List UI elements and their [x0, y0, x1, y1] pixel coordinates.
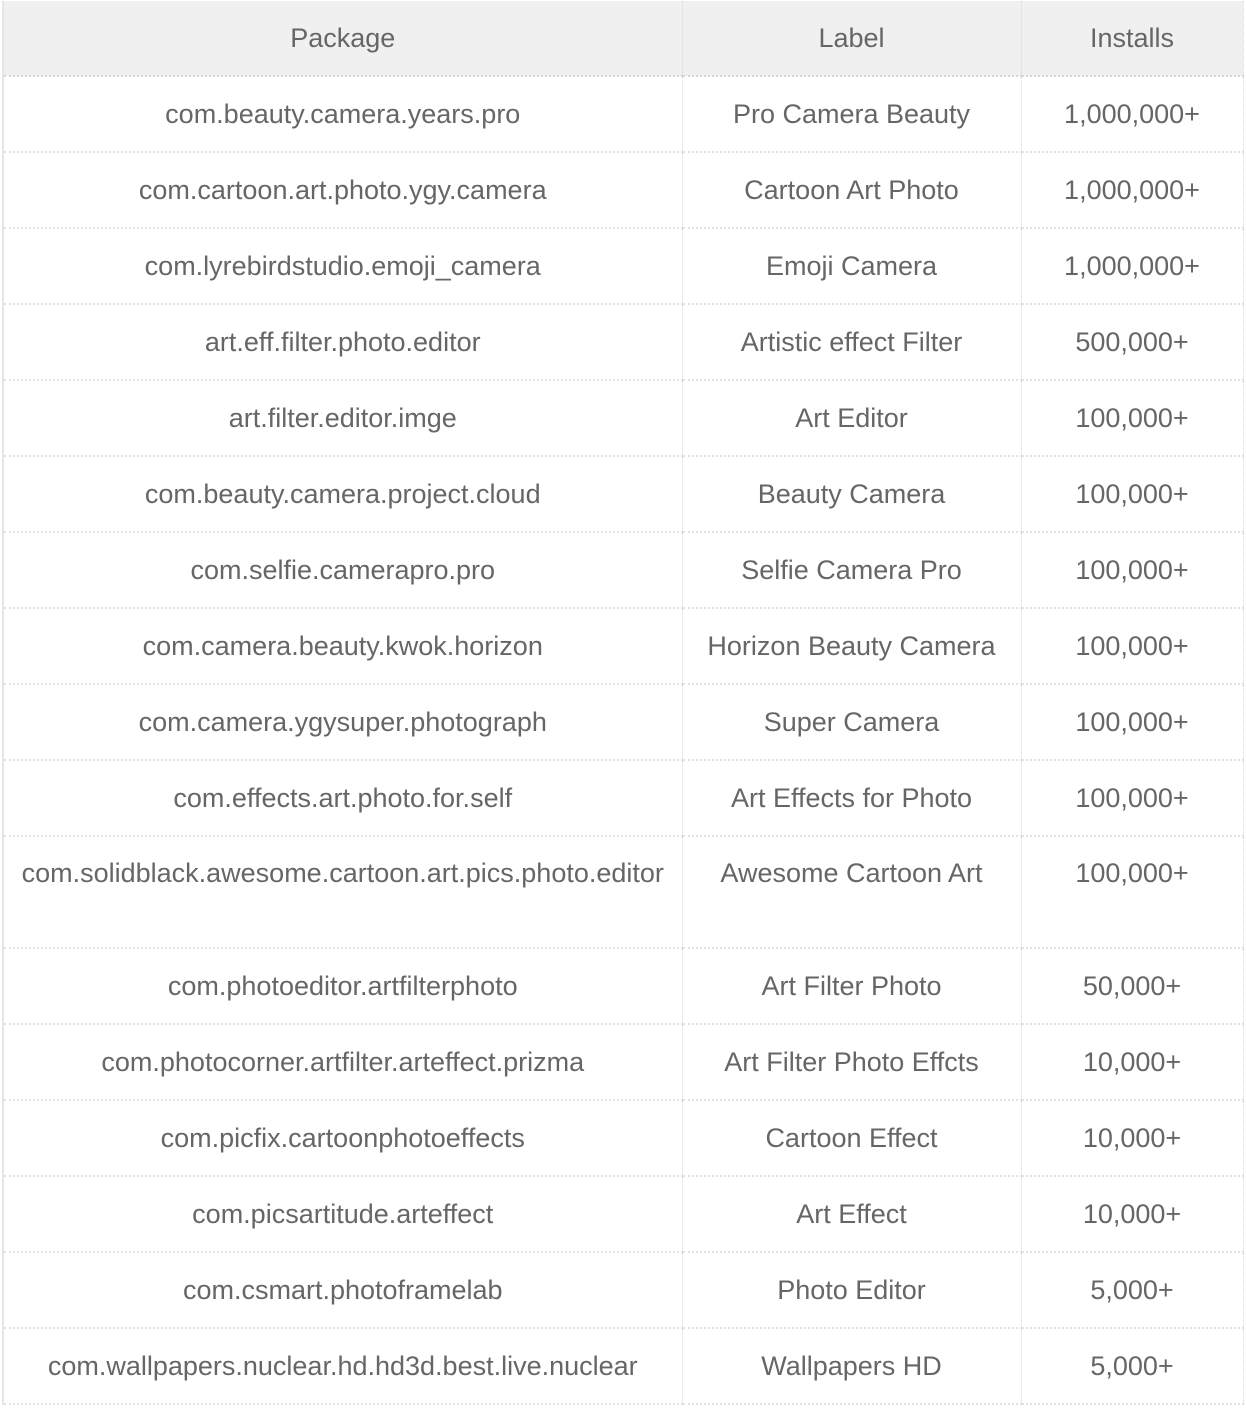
- package-cell: com.wallpapers.nuclear.hd.hd3d.best.live.nuclear: [3, 1328, 682, 1404]
- package-cell: com.solidblack.awesome.cartoon.art.pics.photo.editor: [3, 836, 682, 948]
- table-row: [3, 228, 1243, 304]
- label-cell: Art Filter Photo Effcts: [682, 1024, 1021, 1100]
- installs-cell: 1,000,000+: [1021, 152, 1243, 228]
- label-cell: Artistic effect Filter: [682, 304, 1021, 380]
- label-cell: Art Filter Photo: [682, 948, 1021, 1024]
- package-cell: com.cartoon.art.photo.ygy.camera: [3, 152, 682, 228]
- installs-cell: 100,000+: [1021, 760, 1243, 836]
- installs-cell: 1,000,000+: [1021, 76, 1243, 152]
- label-cell: Art Effects for Photo: [682, 760, 1021, 836]
- installs-cell: 5,000+: [1021, 1252, 1243, 1328]
- package-cell: com.selfie.camerapro.pro: [3, 532, 682, 608]
- label-cell: Awesome Cartoon Art: [682, 836, 1021, 948]
- installs-cell: 1,000,000+: [1021, 228, 1243, 304]
- installs-cell: 100,000+: [1021, 608, 1243, 684]
- package-cell: com.camera.beauty.kwok.horizon: [3, 608, 682, 684]
- installs-cell: 10,000+: [1021, 1024, 1243, 1100]
- installs-cell: 10,000+: [1021, 1100, 1243, 1176]
- package-cell: com.photocorner.artfilter.arteffect.prizma: [3, 1024, 682, 1100]
- table-row: [3, 304, 1243, 380]
- table-row: [3, 1176, 1243, 1252]
- table-row: [3, 684, 1243, 760]
- installs-cell: 100,000+: [1021, 532, 1243, 608]
- label-cell: Cartoon Effect: [682, 1100, 1021, 1176]
- package-cell: com.picsartitude.arteffect: [3, 1176, 682, 1252]
- column-header-package[interactable]: Package: [3, 1, 682, 76]
- package-cell: com.lyrebirdstudio.emoji_camera: [3, 228, 682, 304]
- column-header-label[interactable]: Label: [682, 1, 1021, 76]
- label-cell: Art Editor: [682, 380, 1021, 456]
- label-cell: Horizon Beauty Camera: [682, 608, 1021, 684]
- label-cell: Beauty Camera: [682, 456, 1021, 532]
- table-row: [3, 532, 1243, 608]
- table-row: [3, 836, 1243, 948]
- package-cell: art.filter.editor.imge: [3, 380, 682, 456]
- label-cell: Photo Editor: [682, 1252, 1021, 1328]
- table-row: [3, 760, 1243, 836]
- label-cell: Pro Camera Beauty: [682, 76, 1021, 152]
- column-header-installs[interactable]: Installs: [1021, 1, 1243, 76]
- installs-cell: 500,000+: [1021, 304, 1243, 380]
- table-row: [3, 380, 1243, 456]
- installs-cell: 50,000+: [1021, 948, 1243, 1024]
- package-cell: art.eff.filter.photo.editor: [3, 304, 682, 380]
- table-header-row: [3, 1, 1243, 76]
- table-row: [3, 1252, 1243, 1328]
- label-cell: Emoji Camera: [682, 228, 1021, 304]
- package-cell: com.beauty.camera.years.pro: [3, 76, 682, 152]
- table-row: [3, 76, 1243, 152]
- package-cell: com.beauty.camera.project.cloud: [3, 456, 682, 532]
- label-cell: Cartoon Art Photo: [682, 152, 1021, 228]
- installs-cell: 100,000+: [1021, 380, 1243, 456]
- package-cell: com.photoeditor.artfilterphoto: [3, 948, 682, 1024]
- table-row: [3, 152, 1243, 228]
- label-cell: Selfie Camera Pro: [682, 532, 1021, 608]
- table-row: [3, 1024, 1243, 1100]
- table-row: [3, 1328, 1243, 1404]
- table-row: [3, 948, 1243, 1024]
- installs-cell: 5,000+: [1021, 1328, 1243, 1404]
- package-cell: com.csmart.photoframelab: [3, 1252, 682, 1328]
- installs-cell: 10,000+: [1021, 1176, 1243, 1252]
- table-row: [3, 608, 1243, 684]
- apps-table: [2, 1, 1244, 1405]
- package-cell: com.effects.art.photo.for.self: [3, 760, 682, 836]
- installs-cell: 100,000+: [1021, 684, 1243, 760]
- package-cell: com.camera.ygysuper.photograph: [3, 684, 682, 760]
- installs-cell: 100,000+: [1021, 836, 1243, 948]
- label-cell: Super Camera: [682, 684, 1021, 760]
- table-row: [3, 456, 1243, 532]
- package-cell: com.picfix.cartoonphotoeffects: [3, 1100, 682, 1176]
- label-cell: Wallpapers HD: [682, 1328, 1021, 1404]
- label-cell: Art Effect: [682, 1176, 1021, 1252]
- table-row: [3, 1100, 1243, 1176]
- installs-cell: 100,000+: [1021, 456, 1243, 532]
